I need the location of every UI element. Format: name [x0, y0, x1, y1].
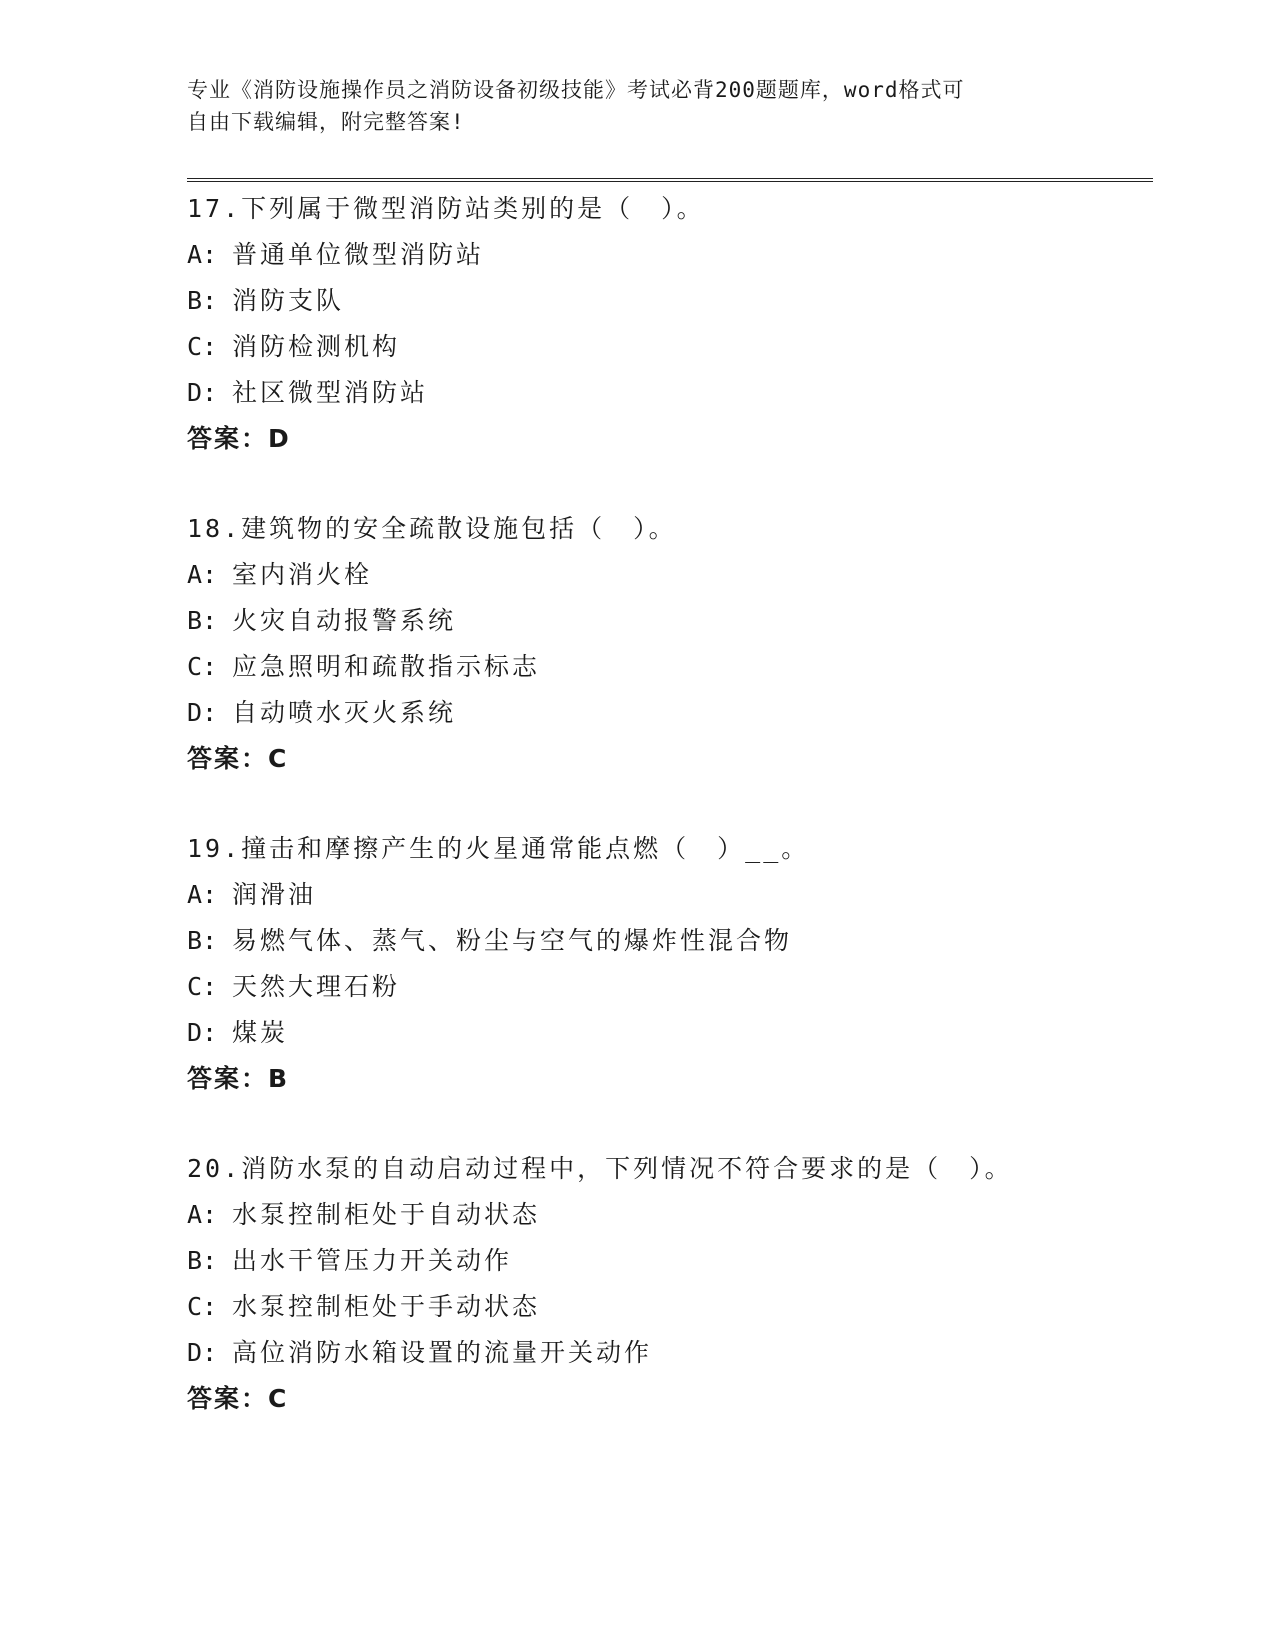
question-20 — [187, 1146, 1167, 1422]
option-key: D: — [187, 1018, 218, 1047]
option-d — [187, 1010, 1167, 1056]
question-stem: 20.消防水泵的自动启动过程中，下列情况不符合要求的是（ ）。 — [187, 1154, 1013, 1183]
option-b — [187, 278, 1167, 324]
question-stem: 19.撞击和摩擦产生的火星通常能点燃（ ）__。 — [187, 834, 810, 863]
question-17 — [187, 186, 1167, 462]
question-18 — [187, 506, 1167, 782]
option-key: D: — [187, 378, 218, 407]
option-c — [187, 1284, 1167, 1330]
document-header — [187, 74, 1067, 138]
question-19 — [187, 826, 1167, 1102]
question-stem: 18.建筑物的安全疏散设施包括（ ）。 — [187, 514, 677, 543]
option-d — [187, 690, 1167, 736]
option-key: B: — [187, 926, 218, 955]
option-c — [187, 964, 1167, 1010]
option-d — [187, 370, 1167, 416]
option-text: 天然大理石粉 — [232, 972, 401, 1001]
option-c — [187, 324, 1167, 370]
option-text: 出水干管压力开关动作 — [232, 1246, 513, 1275]
option-key: C: — [187, 972, 218, 1001]
option-text: 火灾自动报警系统 — [232, 606, 457, 635]
answer-line: 答案：D — [187, 424, 291, 453]
option-a — [187, 552, 1167, 598]
header-divider — [187, 178, 1153, 182]
option-text: 消防检测机构 — [232, 332, 401, 361]
option-key: C: — [187, 1292, 218, 1321]
option-text: 润滑油 — [232, 880, 317, 909]
option-key: B: — [187, 1246, 218, 1275]
option-text: 应急照明和疏散指示标志 — [232, 652, 541, 681]
answer-line: 答案：B — [187, 1064, 290, 1093]
option-a — [187, 232, 1167, 278]
option-text: 社区微型消防站 — [232, 378, 429, 407]
option-key: C: — [187, 652, 218, 681]
option-b — [187, 1238, 1167, 1284]
option-key: A: — [187, 560, 218, 589]
option-d — [187, 1330, 1167, 1376]
option-a — [187, 1192, 1167, 1238]
option-key: B: — [187, 286, 218, 315]
question-stem: 17.下列属于微型消防站类别的是（ ）。 — [187, 194, 705, 223]
option-text: 水泵控制柜处于自动状态 — [232, 1200, 541, 1229]
option-key: D: — [187, 1338, 218, 1367]
option-key: A: — [187, 880, 218, 909]
option-a — [187, 872, 1167, 918]
option-key: A: — [187, 1200, 218, 1229]
option-key: C: — [187, 332, 218, 361]
option-text: 消防支队 — [232, 286, 345, 315]
option-text: 室内消火栓 — [232, 560, 373, 589]
option-key: B: — [187, 606, 218, 635]
option-b — [187, 598, 1167, 644]
option-c — [187, 644, 1167, 690]
option-text: 自动喷水灭火系统 — [232, 698, 457, 727]
option-text: 易燃气体、蒸气、粉尘与空气的爆炸性混合物 — [232, 926, 793, 955]
option-text: 水泵控制柜处于手动状态 — [232, 1292, 541, 1321]
answer-line: 答案：C — [187, 1384, 289, 1413]
header-line-1: 专业《消防设施操作员之消防设备初级技能》考试必背200题题库，word格式可 — [187, 78, 965, 102]
answer-line: 答案：C — [187, 744, 289, 773]
option-key: A: — [187, 240, 218, 269]
option-b — [187, 918, 1167, 964]
option-text: 煤炭 — [232, 1018, 289, 1047]
option-text: 普通单位微型消防站 — [232, 240, 485, 269]
option-text: 高位消防水箱设置的流量开关动作 — [232, 1338, 653, 1367]
option-key: D: — [187, 698, 218, 727]
header-line-2: 自由下载编辑，附完整答案! — [187, 110, 465, 134]
